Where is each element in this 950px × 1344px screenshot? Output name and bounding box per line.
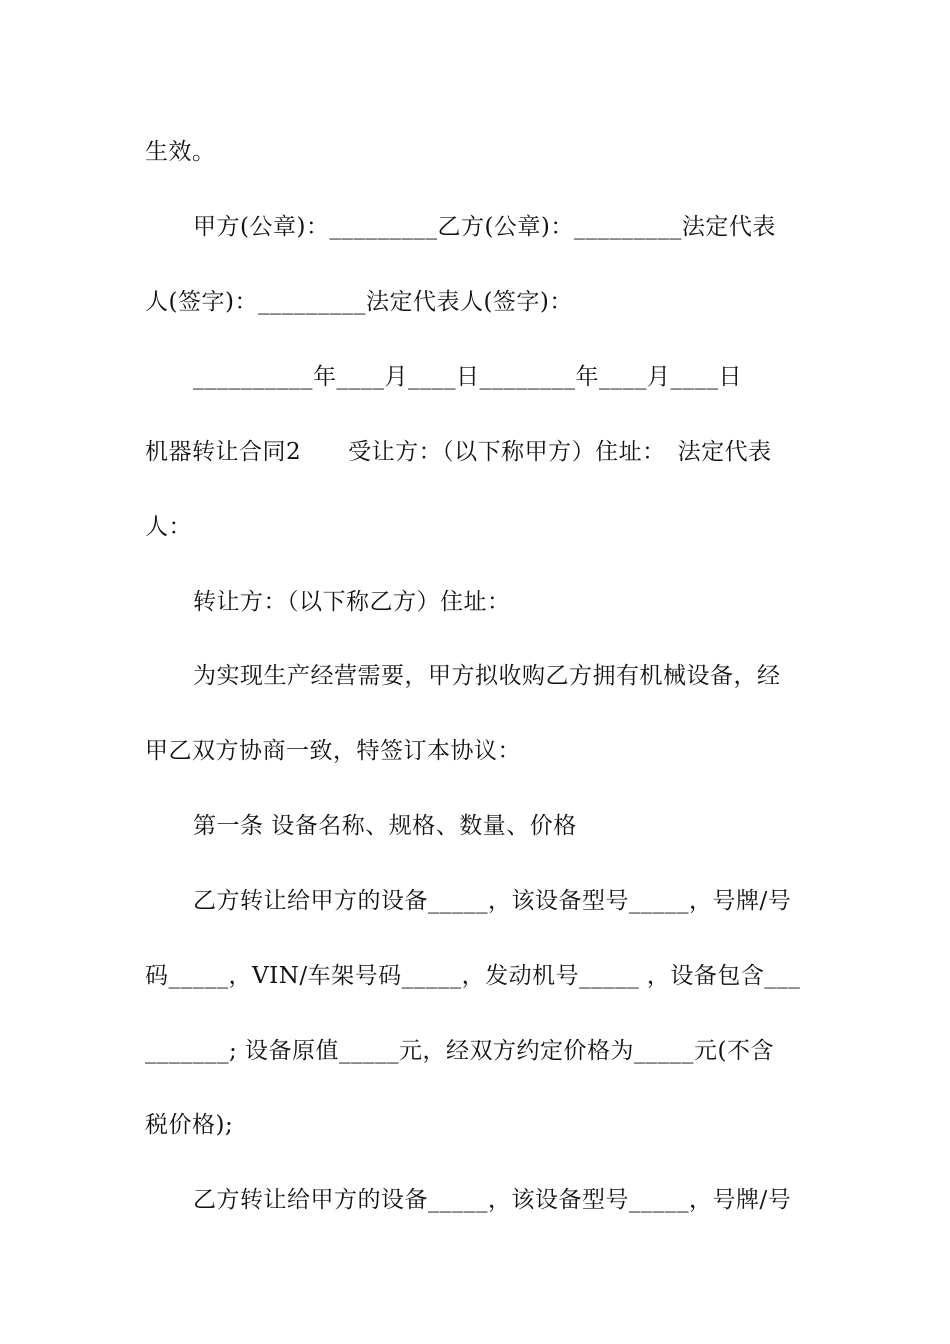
- article-one-heading: 第一条 设备名称、规格、数量、价格: [193, 813, 577, 839]
- text-line-transferor: 转让方：（以下称乙方）住址：: [193, 589, 511, 615]
- text-line-equipment-4: 税价格);: [145, 1112, 234, 1138]
- text-line-effective: 生效。: [145, 139, 216, 165]
- text-line-equipment-repeat: 乙方转让给甲方的设备_____，该设备型号_____，号牌/号: [193, 1187, 792, 1213]
- text-line-party-seals: 甲方(公章)：_________乙方(公章)：_________法定代表: [193, 214, 776, 240]
- text-line-equipment-3: _______; 设备原值_____元，经双方约定价格为_____元(不含: [145, 1038, 775, 1064]
- text-line-representative: 人：: [145, 514, 192, 540]
- text-line-dates: __________年____月____日________年____月____日: [193, 364, 742, 390]
- text-line-contract-title: 机器转让合同2 受让方：（以下称甲方）住址： 法定代表: [145, 439, 772, 465]
- text-line-purpose: 为实现生产经营需要，甲方拟收购乙方拥有机械设备，经: [193, 663, 781, 689]
- text-line-equipment-1: 乙方转让给甲方的设备_____，该设备型号_____，号牌/号: [193, 888, 792, 914]
- text-line-equipment-2: 码_____，VIN/车架号码_____，发动机号_____ ，设备包含___: [145, 963, 801, 989]
- text-line-agreement: 甲乙双方协商一致，特签订本协议：: [145, 738, 521, 764]
- text-line-signatures: 人(签字)：_________法定代表人(签字)：: [145, 289, 573, 315]
